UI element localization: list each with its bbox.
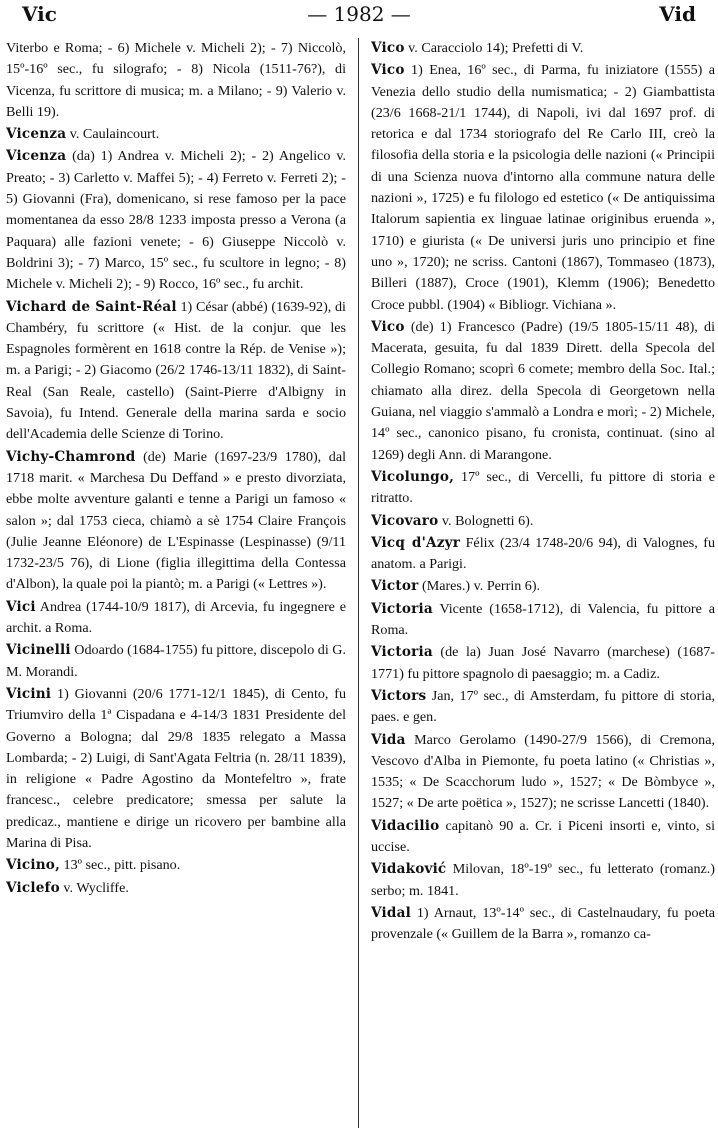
entry-headword: Vicq d'Azyr <box>371 534 461 551</box>
entry-text: (de) 1) Francesco (Padre) (19/5 1805-15/11 48), di Macerata, gesuita, fu dal 1839 Dirett. della Specola del Collegio Romano; scoprì 6 comete; membro della Soc. Ital.; chiamato alla direz. della Specola di Georgetown nella Guiana, nel viaggio s'ammalò a Londra e morì; - 2) Michele, 14º sec., canonico pisano, fu cronista, continuat. (sino al 1269) degli Ann. di Marangone. <box>371 318 715 463</box>
entry-headword: Vidal <box>371 904 411 921</box>
entry-text: 13º sec., pitt. pisano. <box>63 857 181 874</box>
entry-headword: Vico <box>371 318 405 335</box>
entry-text: Félix (23/4 1748-20/6 94), di Valognes, fu anatom. a Parigi. <box>371 534 715 573</box>
entry-headword: Vicini <box>6 685 52 702</box>
entry-headword: Vico <box>371 62 405 79</box>
entry-text: v. Caracciolo 14); Prefetti di V. <box>408 40 584 56</box>
entry <box>371 642 715 685</box>
entry-headword: Viclefo <box>6 879 60 896</box>
left-guide-word: Vic <box>22 2 57 26</box>
entry-headword: Vici <box>6 598 36 615</box>
entry-text: v. Bolognetti 6). <box>441 512 534 529</box>
entry-text: 1) Giovanni (20/6 1771-12/1 1845), di Cento, fu Triumviro della 1ª Cispadana e 4-14/3 1831 Presidente del Governo a Bologna; dal 29/8 1835 relegato a Massa Lombarda; - 2) Luigi, di Sant'Agata Feltria (n. 28/11 1839), in religione « Padre Agostino da Montefeltro », frate francesc., celebre predicatore; smessa per salute la predicaz., mantiene e dirige un ricovero per bambine alla Marina di Pisa. <box>6 685 346 851</box>
entry <box>6 447 346 596</box>
entry <box>6 146 346 295</box>
entry <box>371 533 715 576</box>
entry-headword: Vicino, <box>6 857 60 874</box>
entry <box>371 599 715 642</box>
entry-text: Odoardo (1684-1755) fu pittore, discepolo di G. M. Morandi. <box>6 642 346 680</box>
entry-headword: Vicenza <box>6 148 67 165</box>
entry-text: 1) Enea, 16º sec., di Parma, fu iniziatore (1555) a Venezia dello studio della numismatica; - 2) Giambattista (23/6 1668-21/1 1744), di Napoli, ivi dal 1697 prof. di retorica e dal 1734 storiografo del Re Carlo III, creò la filosofia della storia e la psicologia delle nazioni (« Principii di una Scienza nuova d'intorno alla commune natura delle nazioni », 1725) e fu filologo ed estetico (« De antiquissima Italorum sapientia ex linguae latinae originibus eruenda », 1710) e giurista (« De universi juris uno principio et fine uno », 1720); ne scriss. Cantoni (1867), Tommaseo (1873), Billeri (1887), Croce (1901), Klemm (1906); Benedetto Croce pubbl. (1904) « Bibliogr. Vichiana ». <box>371 62 715 313</box>
entry-text: (de la) Juan José Navarro (marchese) (1687-1771) fu pittore spagnolo di paesaggio; m. a Cadiz. <box>371 644 715 682</box>
column-divider <box>358 38 359 1128</box>
page-header <box>0 0 718 32</box>
entry-text: Milovan, 18º-19º sec., fu letterato (romanz.) serbo; m. 1841. <box>371 861 715 899</box>
entry <box>6 855 346 876</box>
entry-text: 1) César (abbé) (1639-92), di Chambéry, fu scrittore (« Hist. de la conjur. que les Espagnoles formèrent en 1618 contre la Rép. de Venise »); m. a Parigi; - 2) Giacomo (26/2 1746-13/11 1832), di Saint-Real (San Reale, castello) (Saint-Pierre d'Albigny in Savoia), fu Intend. Generale della marina sarda e socio dell'Academia delle Scienze di Torino. <box>6 298 346 443</box>
entry-headword: Victoria <box>371 600 433 617</box>
entry-headword: Vicolungo, <box>371 468 455 485</box>
entry <box>371 730 715 815</box>
entry-text: Vicente (1658-1712), di Valencia, fu pittore a Roma. <box>371 600 715 639</box>
entry <box>6 640 346 683</box>
entry-text: (de) Marie (1697-23/9 1780), dal 1718 marit. « Marchesa Du Deffand » e presto divorziata, ebbe molte avventure galanti e tenne a Parigi un famoso « salon »; dal 1753 cieca, chiamò a sè 1754 Claire François (Julie Jeanne Eléonore) de L'Espinasse (Lespinasse) (9/11 1732-23/5 76), di Lione (figlia illegittima della Contessa d'Albon), la quale poi la piantò; m. a Parigi (« Lettres »). <box>6 448 346 593</box>
entry-headword: Victors <box>371 687 427 704</box>
entry <box>371 576 715 597</box>
left-column <box>6 38 346 1130</box>
entry <box>6 124 346 145</box>
entry-headword: Victoria <box>371 644 433 661</box>
entry-text: 1) Arnaut, 13º-14º sec., di Castelnaudary, fu poeta provenzale (« Guillem de la Barra », romanzo ca- <box>371 904 715 943</box>
entry <box>6 38 346 123</box>
entry-text: v. Wycliffe. <box>63 879 129 896</box>
entry <box>6 297 346 446</box>
entry <box>371 859 715 902</box>
entry-text: Jan, 17º sec., di Amsterdam, fu pittore di storia, paes. e gen. <box>371 687 715 726</box>
entry-text: v. Caulaincourt. <box>69 126 160 143</box>
page-number: — 1982 — <box>307 2 411 26</box>
entry <box>371 38 715 59</box>
entry <box>371 60 715 316</box>
entry-headword: Vichy-Chamrond <box>6 448 136 465</box>
entry-text: Marco Gerolamo (1490-27/9 1566), di Cremona, Vescovo d'Alba in Piemonte, fu poeta latino (« Christias », 1535; « De Scacchorum ludo », 1527; « De Bòmbyce », 1527; « De arte poëtica », 1527); ne scrisse Lancetti (1840). <box>371 731 715 812</box>
entry-text: (da) 1) Andrea v. Micheli 2); - 2) Angelico v. Preato; - 3) Carletto v. Maffei 5); - 4) Ferreto v. Ferreti 2); - 5) Giovanni (Fra), domenicano, si rese famoso per la pace momentanea da esso 28/8 1233 imposta presso a Verona (a Paquara) alle fazioni venete; - 6) Giuseppe Niccolò v. Boldrini 3); - 7) Marco, 15º sec., fu scultore in legno; - 8) Michele v. Micheli 2); - 9) Rocco, 16º sec., fu archit. <box>6 148 346 293</box>
entry-text: 17º sec., di Vercelli, fu pittore di storia e ritratto. <box>371 468 715 507</box>
right-column <box>371 38 715 1130</box>
entry <box>371 903 715 946</box>
entry-text: Viterbo e Roma; - 6) Michele v. Micheli 2); - 7) Niccolò, 15º-16º sec., fu silografo; - 8) Nicola (1511-76?), di Vicenza, fu scrittore di musica; m. a Milano; - 9) Valerio v. Belli 19). <box>6 40 346 120</box>
entry <box>371 511 715 532</box>
entry <box>6 597 346 640</box>
entry-headword: Vichard de Saint-Réal <box>6 298 177 315</box>
right-guide-word: Vid <box>659 2 696 26</box>
entry <box>6 684 346 854</box>
entry <box>371 317 715 466</box>
entry-headword: Victor <box>371 578 419 595</box>
entry-headword: Vicovaro <box>371 512 439 529</box>
entry-text: Andrea (1744-10/9 1817), di Arcevia, fu ingegnere e archit. a Roma. <box>6 598 346 637</box>
entry-headword: Vicenza <box>6 126 67 143</box>
entry <box>6 878 346 899</box>
entry-headword: Vidacilio <box>371 817 440 834</box>
entry-headword: Vicinelli <box>6 642 71 659</box>
entry-headword: Vidaković <box>371 861 447 878</box>
entry <box>371 686 715 729</box>
entry-text: capitanò 90 a. Cr. i Piceni insorti e, vinto, si uccise. <box>371 817 715 855</box>
entry-headword: Vida <box>371 731 406 748</box>
entry <box>371 467 715 510</box>
entry-headword: Vico <box>371 40 405 56</box>
entry <box>371 816 715 859</box>
entry-text: (Mares.) v. Perrin 6). <box>422 578 541 595</box>
